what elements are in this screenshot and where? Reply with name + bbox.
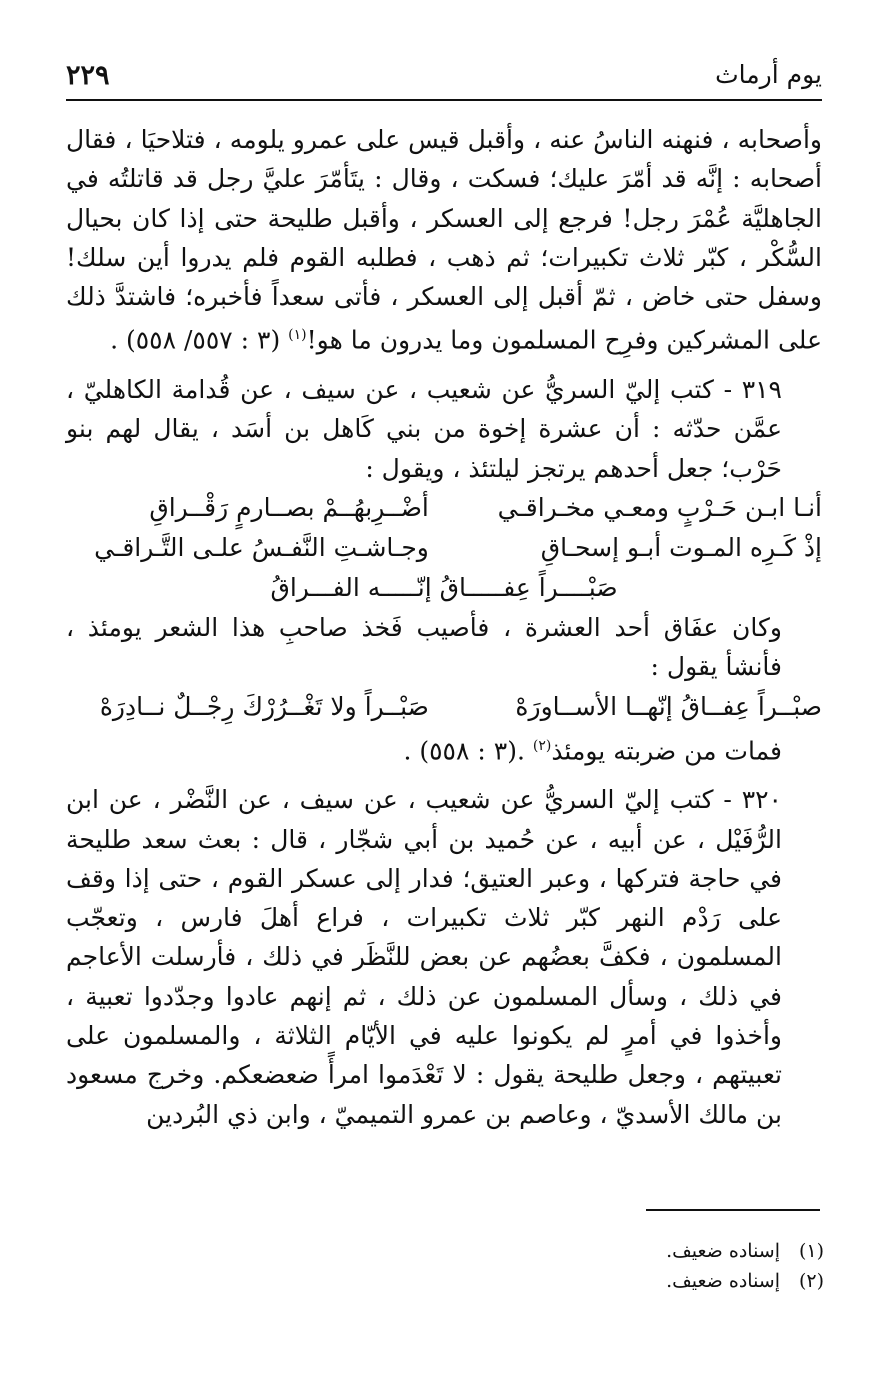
paragraph: ٣٢٠ - كتب إليّ السريُّ عن شعيب ، عن سيف ، عن النَّضْر ، عن ابن الرُّفَيْل ، عن أبيه ، عن حُميد بن أبي شجّار ، قال : بعث سعد طليحة في حاجة فتركها ، وعبر العتيق؛ فدار إلى عسكر القوم ، حتى إذا وقف على رَدْم النهر كبّر ثلاث تكبيرات ، فراع أهلَ فارس ، وتعجّب المسلمون ، فكفَّ بعضُهم عن بعض للنَّظَر في ذلك ، فأرسلت الأعاجم في ذلك ، وسأل المسلمون عن ذلك ، ثم إنهم عادوا وجدّدوا تعبية ، وأخذوا في أمرٍ لم يكونوا عليه في الأيّام الثلاثة ، والمسلمون على تعبيتهم ، وجعل طليحة يقول : لا تَعْدَموا امرأً ضعضعكم. وخرج مسعود بن مالك الأسديّ ، وعاصم بن عمرو التميميّ ، وابن ذي البُردين bbox=[66, 785, 782, 1129]
header-rule bbox=[66, 99, 822, 101]
footnote-text: إسناده ضعيف. bbox=[666, 1240, 780, 1262]
footnote-ref: (١) bbox=[288, 327, 307, 344]
paragraph-text: فمات من ضربته يومئذ bbox=[551, 735, 782, 765]
verse-line bbox=[66, 687, 822, 727]
paragraph: وكان عفَاق أحد العشرة ، فأصيب فَخذ صاحبِ هذا الشعر يومئذ ، فأنشأ يقول : bbox=[66, 613, 782, 682]
verse-hemistich: صَبْــــراً عِفـــــاقُ إنّـــــه الفـــراقُ bbox=[270, 573, 618, 602]
chapter-title: يوم أرماث bbox=[715, 60, 822, 89]
running-header bbox=[66, 56, 822, 96]
verse-line bbox=[66, 528, 822, 568]
paragraph-text: وأصحابه ، فنهنه الناسُ عنه ، وأقبل قيس على عمرو يلومه ، فتلاحيَا ، فقال أصحابه : إنَّه قد أمّرَ عليك؛ فسكت ، وقال : يتَأمّرَ عليَّ رجل قد قاتلتُه في الجاهليَّة عُمْرَ رجل! فرجع إلى العسكر ، وأقبل طليحة حتى إذا كان بحيال السُّكْر ، كبّر ثلاث تكبيرات؛ ثم ذهب ، فطلبه القوم فلم يدروا أين سلك! وسفل حتى خاض ، ثمّ أقبل إلى العسكر ، فأتى سعداً فأخبره؛ فاشتدَّ ذلك على المشركين وفرِح المسلمون وما يدرون ما هو! bbox=[66, 125, 822, 355]
paragraph bbox=[66, 120, 822, 360]
verse-line bbox=[66, 488, 822, 528]
verse-hemistich: أنـا ابـن حَـرْبٍ ومعـي مخـراقـي bbox=[497, 493, 822, 522]
footnote bbox=[560, 1236, 824, 1266]
footnotes bbox=[560, 1236, 824, 1296]
verse-hemistich: إذْ كَـرِه المـوت أبـو إسحـاقِ bbox=[540, 533, 822, 562]
footnote-mark: (٢) bbox=[798, 1270, 824, 1292]
footnote-mark: (١) bbox=[798, 1240, 824, 1262]
citation: .(٣ : ٥٥٨) . bbox=[403, 735, 525, 765]
verse-hemistich: صبْــراً عِفــاقُ إنّهــا الأســاورَهْ bbox=[515, 691, 822, 721]
verse-line bbox=[66, 568, 822, 608]
main-text bbox=[66, 120, 822, 1134]
verse-hemistich: وجـاشـتِ النَّفـسُ علـى التَّـراقـي bbox=[94, 533, 429, 562]
citation: (٣ : ٥٥٧/ ٥٥٨) . bbox=[110, 325, 281, 355]
page-number: ٢٢٩ bbox=[66, 60, 110, 91]
footnote bbox=[560, 1266, 824, 1296]
footnote-rule bbox=[646, 1209, 820, 1211]
paragraph bbox=[66, 727, 822, 771]
footnote-text: إسناده ضعيف. bbox=[666, 1270, 780, 1292]
verse-hemistich: أضْــرِبهُــمْ بصــارمٍ رَقْــراقِ bbox=[149, 493, 429, 522]
verse-hemistich: صَبْــراً ولا تَغْــرُرْكَ رِجْــلٌ نــادِرَهْ bbox=[99, 691, 429, 721]
paragraph: ٣١٩ - كتب إليّ السريُّ عن شعيب ، عن سيف ، عن قُدامة الكاهليّ ، عمَّن حدّثه : أن عشرة إخوة من بني كَاهل بن أسَد ، يقال لهم بنو حَرْب؛ جعل أحدهم يرتجز ليلتئذ ، ويقول : bbox=[66, 375, 782, 483]
footnote-ref: (٢) bbox=[532, 737, 552, 754]
